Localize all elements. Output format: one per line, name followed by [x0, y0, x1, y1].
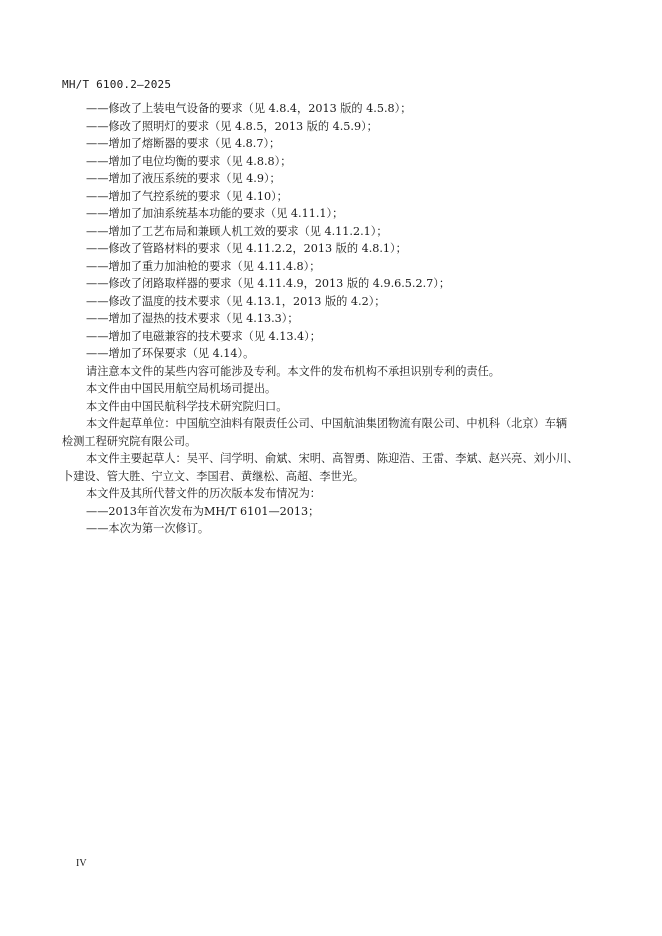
- change-item: ——修改了闭路取样器的要求（见 4.11.4.9，2013 版的 4.9.6.5.2.7）；: [86, 277, 451, 290]
- foreword-content: [62, 100, 602, 538]
- change-item: ——增加了液压系统的要求（见 4.9）；: [86, 172, 281, 185]
- changes-list: [62, 100, 602, 363]
- change-item: ——增加了工艺布局和兼顾人机工效的要求（见 4.11.2.1）；: [86, 224, 388, 238]
- drafting-units-line2: 检测工程研究院有限公司。: [62, 434, 197, 448]
- change-item: ——增加了熔断器的要求（见 4.8.7）；: [86, 137, 281, 150]
- change-item: ——增加了气控系统的要求（见 4.10）；: [86, 189, 288, 203]
- drafters-line1: 本文件主要起草人：吴平、闫学明、俞斌、宋明、高智勇、陈迎浩、王雷、李斌、赵兴亮、刘小川、: [86, 452, 579, 465]
- change-item: ——增加了重力加油枪的要求（见 4.11.4.8）；: [86, 259, 321, 273]
- page-number: IV: [76, 858, 87, 869]
- history-item: ——2013年首次发布为MH/T 6101—2013；: [86, 504, 320, 518]
- change-item: ——增加了加油系统基本功能的要求（见 4.11.1）；: [86, 207, 344, 220]
- drafters-line2: 卜建设、管大胜、宁立文、李国君、黄继松、高超、李世光。: [62, 469, 365, 483]
- patent-notice: 请注意本文件的某些内容可能涉及专利。本文件的发布机构不承担识别专利的责任。: [86, 364, 500, 378]
- change-item: ——修改了上装电气设备的要求（见 4.8.4，2013 版的 4.5.8）；: [86, 102, 412, 115]
- change-item: ——修改了温度的技术要求（见 4.13.1，2013 版的 4.2）；: [86, 294, 386, 308]
- history-item: ——本次为第一次修订。: [86, 522, 210, 535]
- history-intro: 本文件及其所代替文件的历次版本发布情况为：: [86, 487, 321, 500]
- proposed-by: 本文件由中国民用航空局机场司提出。: [86, 382, 277, 395]
- change-item: ——增加了电磁兼容的技术要求（见 4.13.4）；: [86, 329, 321, 343]
- drafting-units-line1: 本文件起草单位：中国航空油料有限责任公司、中国航油集团物流有限公司、中机科（北京）车辆: [86, 417, 568, 430]
- change-item: ——增加了湿热的技术要求（见 4.13.3）；: [86, 312, 299, 325]
- change-item: ——修改了管路材料的要求（见 4.11.2.2，2013 版的 4.8.1）；: [86, 242, 407, 255]
- change-item: ——增加了环保要求（见 4.14）。: [86, 347, 255, 360]
- document-header-code: MH/T 6100.2—2025: [62, 78, 172, 91]
- change-item: ——增加了电位均衡的要求（见 4.8.8）；: [86, 154, 292, 168]
- change-item: ——修改了照明灯的要求（见 4.8.5，2013 版的 4.5.9）；: [86, 119, 378, 133]
- managed-by: 本文件由中国民航科学技术研究院归口。: [86, 399, 288, 413]
